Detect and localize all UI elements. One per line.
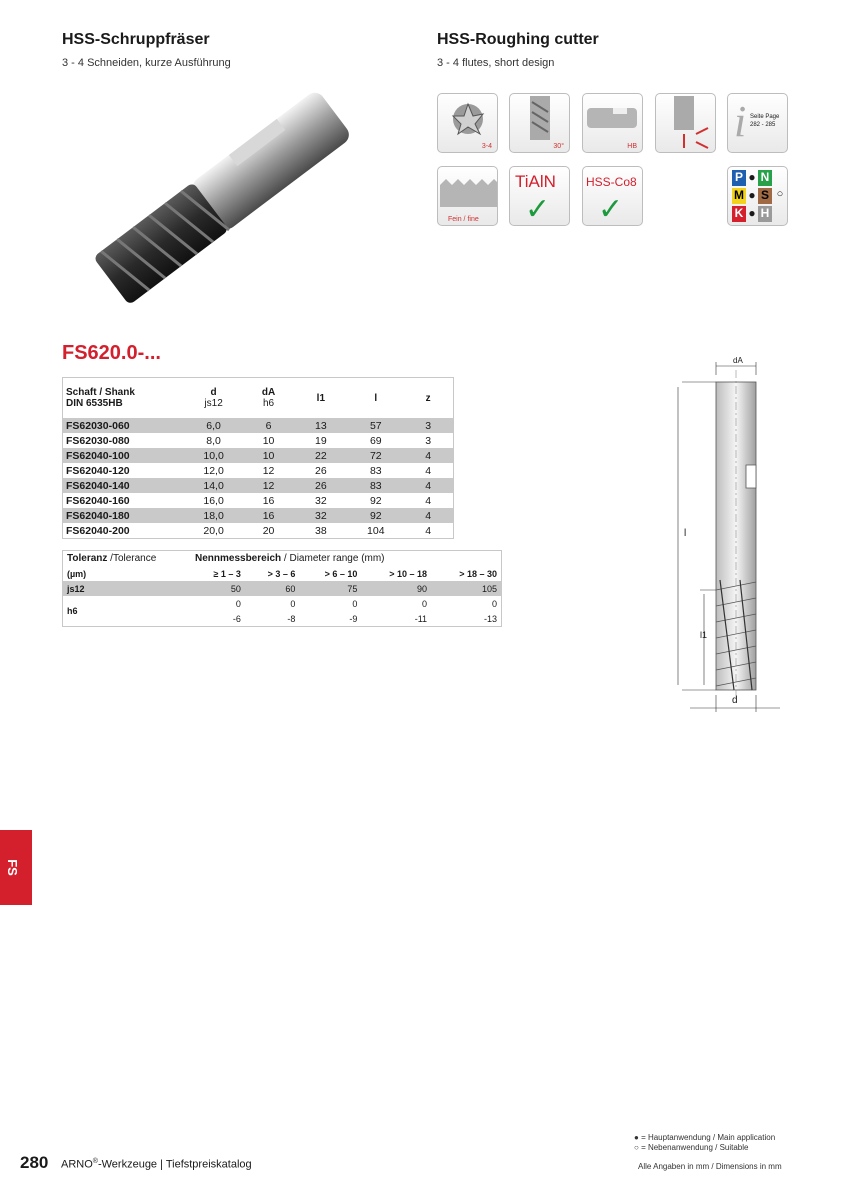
tolerance-label-rest: /Tolerance bbox=[107, 553, 157, 564]
tolerance-label-bold: Toleranz bbox=[67, 553, 108, 564]
legend-main bbox=[634, 1133, 775, 1142]
cell-d: 14,0 bbox=[183, 478, 243, 493]
cell-da: 12 bbox=[262, 464, 275, 477]
cell-z: 4 bbox=[403, 448, 453, 463]
shank-hb-icon bbox=[582, 93, 643, 153]
material-icon bbox=[582, 166, 643, 226]
tolerance-h6-upper-row bbox=[63, 596, 502, 611]
tolerance-js12-row bbox=[63, 581, 502, 596]
cell-da: 16 bbox=[244, 508, 294, 523]
mat-p: P bbox=[732, 170, 746, 186]
section-tab-label: FS bbox=[4, 859, 20, 876]
cell-d: 16,0 bbox=[203, 494, 224, 507]
h6-upper-cell: 0 bbox=[290, 598, 296, 609]
info-i-icon: i bbox=[734, 97, 747, 146]
footer-brand-name: ARNO bbox=[61, 1158, 93, 1171]
header-l: l bbox=[374, 392, 378, 404]
header-da bbox=[244, 378, 294, 419]
dot-suitable-icon: ○ bbox=[634, 1143, 642, 1152]
checkmark-icon: ✓ bbox=[525, 193, 551, 226]
cell-z: 4 bbox=[403, 478, 453, 493]
range-label bbox=[191, 551, 502, 567]
cell-d: 10,0 bbox=[183, 448, 243, 463]
range-label-rest: / Diameter range (mm) bbox=[281, 553, 385, 564]
header-d-tol: js12 bbox=[204, 398, 223, 409]
tolerance-table bbox=[62, 550, 502, 627]
cell-code: FS62040-140 bbox=[63, 478, 184, 493]
cell-d: 20,0 bbox=[203, 524, 224, 537]
cell-l1: 19 bbox=[315, 434, 327, 447]
flutes-label: 3-4 bbox=[481, 143, 492, 150]
cell-z: 4 bbox=[425, 494, 432, 507]
mat-m: M bbox=[734, 188, 744, 202]
h6-lower-cell: -11 bbox=[414, 613, 428, 624]
h6-upper-cell: 0 bbox=[352, 598, 358, 609]
info-line1: Seite Page bbox=[750, 114, 780, 120]
cell-l1: 26 bbox=[293, 478, 348, 493]
header-shank-1: Schaft / Shank bbox=[66, 387, 135, 398]
cell-da: 20 bbox=[262, 524, 275, 537]
coating-label: TiAlN bbox=[515, 172, 556, 191]
cell-code: FS62040-160 bbox=[66, 494, 130, 507]
info-line2: 282 - 285 bbox=[750, 122, 776, 128]
dot-main-icon: ● bbox=[748, 206, 756, 220]
footer-note: Alle Angaben in mm / Dimensions in mm bbox=[638, 1162, 782, 1171]
unit-label: (µm) bbox=[67, 568, 87, 579]
cell-l: 92 bbox=[348, 508, 403, 523]
h6-lower-cell: -8 bbox=[287, 613, 296, 624]
cell-l: 57 bbox=[348, 418, 403, 433]
range-cell: > 18 – 30 bbox=[459, 568, 497, 579]
legend-main-text: = Hauptanwendung / Main application bbox=[641, 1133, 776, 1142]
profile-fine-icon bbox=[437, 166, 498, 226]
legend-suitable bbox=[634, 1143, 748, 1152]
header-da-label: dA bbox=[261, 387, 276, 398]
cell-z: 3 bbox=[403, 418, 453, 433]
helix-angle-icon bbox=[509, 93, 570, 153]
drawing-d: d bbox=[732, 695, 738, 706]
title-de: HSS-Schruppfräser bbox=[62, 31, 210, 48]
dot-main-icon: ● bbox=[634, 1133, 642, 1142]
info-icon bbox=[727, 93, 788, 153]
footer-brand-rest: -Werkzeuge | Tiefstpreiskatalog bbox=[97, 1158, 252, 1171]
cell-code: FS62030-080 bbox=[66, 434, 130, 447]
h6-upper-cell: 0 bbox=[235, 598, 241, 609]
h6-upper-cell: 0 bbox=[491, 598, 497, 609]
drawing-l: l bbox=[684, 528, 687, 539]
subtitle-en: 3 - 4 flutes, short design bbox=[437, 57, 555, 69]
js12-cell: 90 bbox=[361, 581, 431, 596]
cell-l: 83 bbox=[369, 464, 382, 477]
cell-da: 16 bbox=[262, 494, 275, 507]
cutter-photo bbox=[55, 85, 365, 320]
cell-l: 72 bbox=[348, 448, 403, 463]
legend-suitable-text: = Nebenanwendung / Suitable bbox=[641, 1143, 749, 1152]
cell-code: FS62040-120 bbox=[66, 464, 130, 477]
range-label-bold: Nennmessbereich bbox=[195, 553, 282, 564]
cell-l: 83 bbox=[348, 478, 403, 493]
cell-l1: 32 bbox=[293, 508, 348, 523]
cell-da: 10 bbox=[244, 448, 294, 463]
drawing-da: dA bbox=[733, 356, 743, 365]
table-row bbox=[63, 433, 454, 448]
cell-l1: 13 bbox=[293, 418, 348, 433]
cell-z: 3 bbox=[425, 434, 432, 447]
cell-da: 10 bbox=[262, 434, 275, 447]
checkmark-icon: ✓ bbox=[598, 193, 624, 226]
profile-label: Fein / fine bbox=[448, 216, 479, 223]
table-row bbox=[63, 448, 454, 463]
cell-z: 4 bbox=[403, 508, 453, 523]
header-shank-2: DIN 6535HB bbox=[66, 398, 123, 409]
dot-suitable-icon: ○ bbox=[776, 188, 784, 200]
cell-l1: 32 bbox=[315, 494, 327, 507]
range-cell: > 10 – 18 bbox=[389, 568, 428, 579]
mat-k: K bbox=[732, 206, 746, 222]
cell-l: 104 bbox=[367, 524, 385, 537]
cell-d: 12,0 bbox=[203, 464, 224, 477]
header-shank bbox=[63, 378, 184, 419]
subtitle-de: 3 - 4 Schneiden, kurze Ausführung bbox=[62, 57, 231, 69]
cell-code: FS62040-100 bbox=[63, 448, 184, 463]
product-code: FS620.0-... bbox=[62, 342, 161, 364]
table-row bbox=[63, 478, 454, 493]
cell-z: 4 bbox=[425, 524, 432, 537]
js12-cell: 60 bbox=[245, 581, 299, 596]
js12-cell: 75 bbox=[299, 581, 361, 596]
page-number: 280 bbox=[20, 1153, 49, 1172]
cell-l1: 26 bbox=[315, 464, 327, 477]
cell-code: FS62040-180 bbox=[63, 508, 184, 523]
mat-h: H bbox=[758, 206, 772, 222]
table-row bbox=[63, 493, 454, 508]
tolerance-label bbox=[63, 551, 192, 567]
drawing-l1: l1 bbox=[700, 630, 708, 640]
header-z: z bbox=[425, 392, 431, 404]
cell-da: 12 bbox=[244, 478, 294, 493]
js12-cell: 105 bbox=[431, 581, 501, 596]
cell-d: 18,0 bbox=[183, 508, 243, 523]
table-row bbox=[63, 508, 454, 523]
header-l1: l1 bbox=[316, 392, 326, 404]
range-cell: > 3 – 6 bbox=[267, 568, 296, 579]
shank-label: HB bbox=[627, 143, 637, 150]
technical-drawing bbox=[660, 350, 800, 720]
h6-lower-cell: -13 bbox=[483, 613, 497, 624]
helix-angle-label: 30° bbox=[553, 143, 564, 150]
table-header-row bbox=[63, 378, 454, 419]
cell-d: 8,0 bbox=[206, 434, 221, 447]
cell-z: 4 bbox=[425, 464, 432, 477]
js12-label: js12 bbox=[63, 581, 192, 596]
section-tab bbox=[0, 830, 32, 905]
table-row bbox=[63, 463, 454, 478]
h6-lower-cell: -9 bbox=[349, 613, 358, 624]
footer-brand: ARNO®-Werkzeuge | Tiefstpreiskatalog bbox=[61, 1158, 252, 1171]
range-cell: ≥ 1 – 3 bbox=[213, 568, 241, 579]
material-label: HSS-Co8 bbox=[586, 175, 637, 189]
cutting-direction-icon bbox=[655, 93, 716, 153]
header-d-label: d bbox=[210, 387, 217, 398]
mat-s: S bbox=[758, 188, 772, 204]
table-row bbox=[63, 523, 454, 539]
dot-main-icon: ● bbox=[748, 188, 756, 202]
tolerance-range-row bbox=[63, 566, 502, 581]
cell-d: 6,0 bbox=[183, 418, 243, 433]
h6-upper-cell: 0 bbox=[422, 598, 428, 609]
mat-n: N bbox=[758, 170, 772, 186]
title-en: HSS-Roughing cutter bbox=[437, 31, 599, 48]
cell-l: 69 bbox=[369, 434, 382, 447]
material-groups-icon bbox=[727, 166, 788, 226]
header-da-tol: h6 bbox=[262, 398, 275, 409]
h6-lower-cell: -6 bbox=[232, 613, 241, 624]
flutes-icon bbox=[437, 93, 498, 153]
js12-cell: 50 bbox=[191, 581, 245, 596]
dot-main-icon: ● bbox=[748, 170, 756, 184]
cell-da: 6 bbox=[244, 418, 294, 433]
cell-l: 92 bbox=[369, 494, 382, 507]
cell-code: FS62030-060 bbox=[63, 418, 184, 433]
table-row bbox=[63, 418, 454, 433]
coating-icon bbox=[509, 166, 570, 226]
cell-code: FS62040-200 bbox=[66, 524, 130, 537]
dimension-table bbox=[62, 377, 454, 539]
header-d bbox=[183, 378, 243, 419]
cell-l1: 22 bbox=[293, 448, 348, 463]
tolerance-header-row bbox=[63, 551, 502, 567]
h6-label: h6 bbox=[67, 606, 78, 616]
range-cell: > 6 – 10 bbox=[324, 568, 358, 579]
cell-l1: 38 bbox=[315, 524, 327, 537]
